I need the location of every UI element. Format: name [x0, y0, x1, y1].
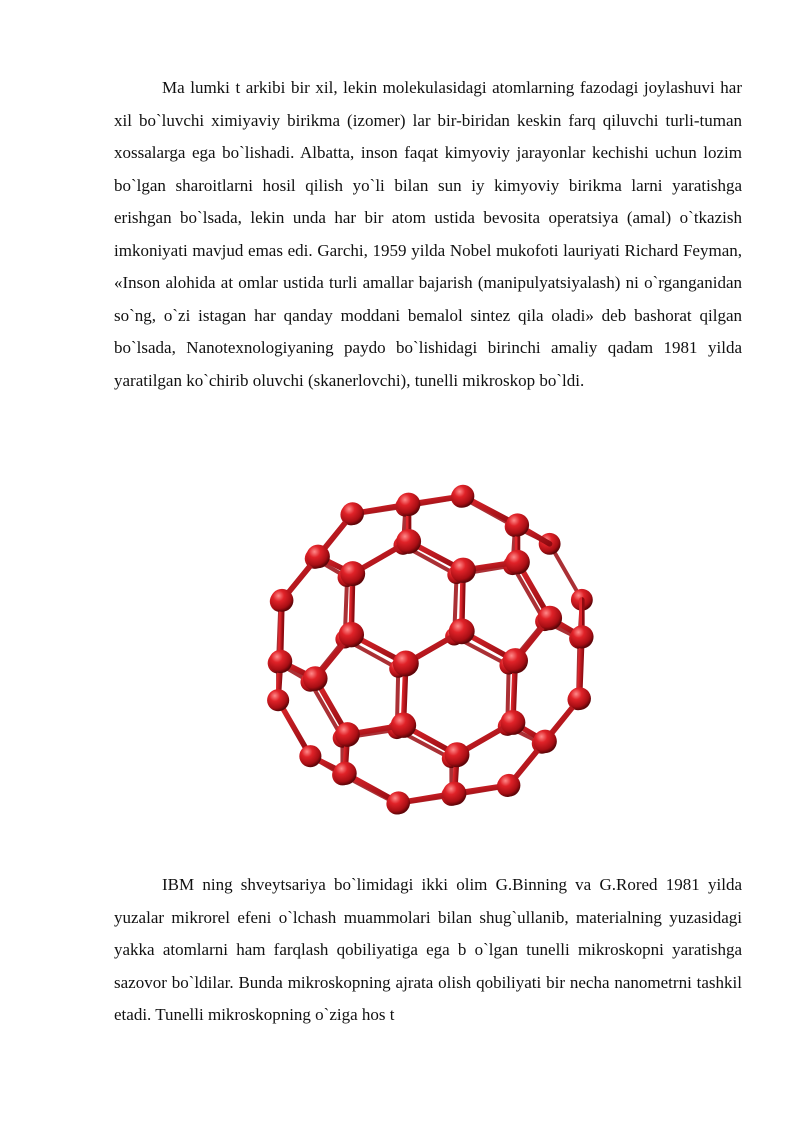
- carbon-atom: [538, 606, 563, 631]
- carbon-atom: [396, 529, 421, 554]
- carbon-atom: [452, 485, 475, 508]
- carbon-atom: [533, 730, 557, 754]
- carbon-atom: [570, 625, 593, 648]
- carbon-atom: [505, 550, 530, 575]
- carbon-atom: [391, 712, 416, 737]
- carbon-atom: [271, 589, 294, 612]
- carbon-atom: [341, 502, 364, 525]
- carbon-atom: [449, 618, 475, 644]
- fullerene-illustration: [250, 478, 610, 828]
- carbon-atom: [269, 650, 292, 673]
- carbon-atom: [506, 513, 529, 536]
- carbon-atom: [339, 622, 364, 647]
- carbon-atom: [503, 648, 528, 673]
- carbon-atom: [498, 774, 521, 797]
- carbon-atom: [335, 722, 360, 747]
- carbon-atom: [445, 742, 470, 767]
- carbon-atom: [500, 710, 525, 735]
- carbon-atom: [333, 762, 356, 785]
- carbon-atom: [443, 782, 467, 806]
- carbon-atom: [299, 745, 321, 767]
- carbon-atom: [267, 689, 289, 711]
- fullerene-molecule-image: [250, 478, 610, 828]
- carbon-atom: [303, 666, 328, 691]
- carbon-atom: [450, 558, 475, 583]
- carbon-atom: [397, 493, 421, 517]
- carbon-atom: [340, 561, 365, 586]
- carbon-atom: [387, 791, 410, 814]
- body-paragraph-2: IBM ning shveytsariya bo`limidagi ikki olim G.Binning va G.Rored 1981 yilda yuzalar mikrorel efeni o`lchash muammolari bilan shug`ullanib, materialning yuzasidagi yakka atomlarni ham farqlash qobiliyatiga ega b o`lgan tunelli mikroskopni yaratishga sazovor bo`ldilar. Bunda mikroskopning ajrata olish qobiliyati bir necha nanometrni tashkil etadi. Tunelli mikroskopning o`ziga hos t: [114, 875, 742, 1024]
- carbon-atom: [393, 651, 419, 677]
- carbon-atom: [568, 687, 591, 710]
- body-paragraph-1: Ma lumki t arkibi bir xil, lekin molekulasidagi atomlarning fazodagi joylashuvi har xil bo`luvchi ximiyaviy birikma (izomer) lar bir-biridan keskin farq qiluvchi turli-tuman xossalarga ega bo`lishadi. Albatta, inson faqat kimyoviy jarayonlar kechishi uchun lozim bo`lgan sharoitlarni hosil qilish yo`li bilan sun iy kimyoviy birikma larni yaratishga erishgan bo`lsada, lekin unda har bir atom ustida bevosita operatsiya (amal) o`tkazish imkoniyati mavjud emas edi. Garchi, 1959 yilda Nobel mukofoti lauriyati Richard Feyman, «Inson alohida at omlar ustida turli amallar bajarish (manipulyatsiyalash) ni o`rganganidan so`ng, o`zi istagan har qanday moddani bemalol sintez qila oladi» deb bashorat qilgan bo`lsada, Nanotexnologiyaning paydo bo`lishidagi birinchi amaliy qadam 1981 yilda yaratilgan ko`chirib oluvchi (skanerlovchi), tunelli mikroskop bo`ldi.: [114, 78, 742, 390]
- carbon-atom: [306, 545, 330, 569]
